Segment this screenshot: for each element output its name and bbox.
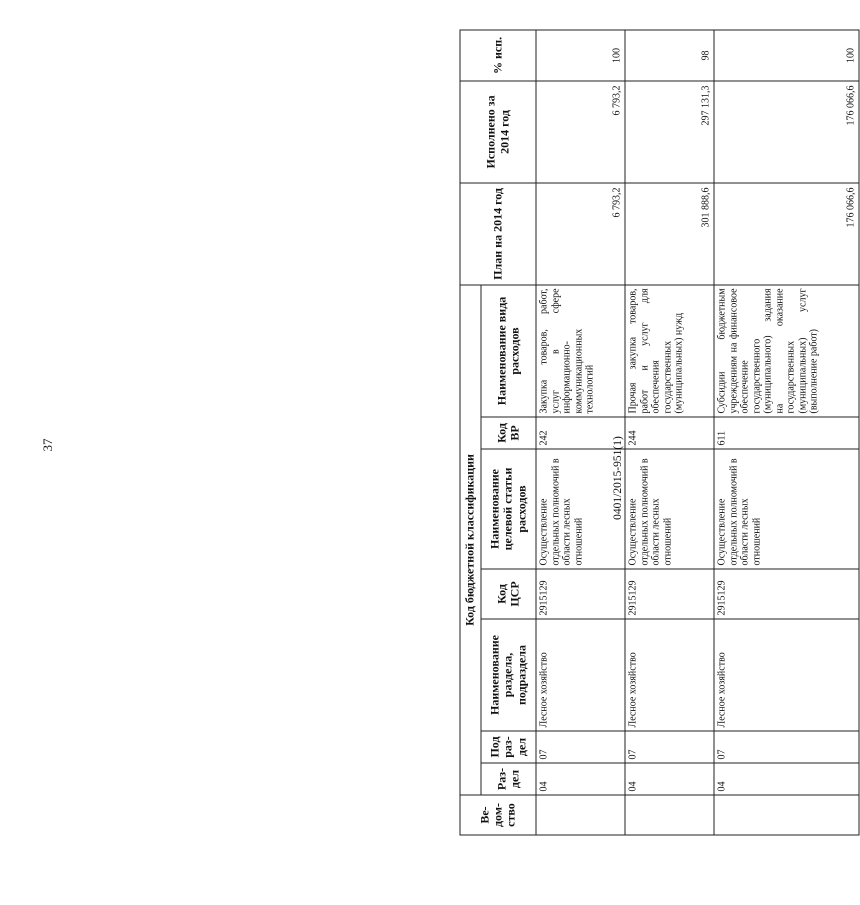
header-csr: Код ЦСР [481, 569, 536, 619]
header-budget-classification: Код бюджетной классификации [460, 285, 481, 795]
header-pct: % исп. [460, 30, 536, 81]
cell-razdel: 04 [625, 763, 714, 795]
table-row [625, 30, 714, 835]
header-csr-name: Наименование целевой статьи расходов [481, 449, 536, 569]
cell-vr-name: Прочая закупка товаров, работ и услуг для обеспечения государственных (муниципальных) нужд [625, 285, 714, 417]
cell-executed: 297 131,3 [625, 81, 714, 183]
header-vr-name: Наименование вида расходов [481, 285, 536, 417]
header-razdel-name: Наименование раздела, подраздела [481, 619, 536, 731]
cell-pct: 98 [625, 30, 714, 81]
cell-csr: 2915129 [625, 569, 714, 619]
cell-vr-name: Закупка товаров, работ, услуг в сфере информационно-коммуникационных технологий [536, 285, 625, 417]
cell-vr: 611 [714, 417, 859, 449]
header-vr: Код ВР [481, 417, 536, 449]
cell-vedomstvo [536, 795, 625, 835]
cell-razdel-name: Лесное хозяйство [714, 619, 859, 731]
cell-vr-name: Субсидии бюджетным учреждениям на финансовое обеспечение государственного (муниципального) задания на оказание государственных (муниципальных) услуг (выполнение работ) [714, 285, 859, 417]
cell-razdel: 04 [536, 763, 625, 795]
page-number: 37 [40, 438, 55, 452]
cell-vedomstvo [625, 795, 714, 835]
cell-plan: 6 793,2 [536, 183, 625, 285]
cell-csr: 2915129 [536, 569, 625, 619]
cell-razdel: 04 [714, 763, 859, 795]
cell-csr: 2915129 [714, 569, 859, 619]
header-plan: План на 2014 год [460, 183, 536, 285]
header-executed: Исполнено за 2014 год [460, 81, 536, 183]
cell-podrazdel: 07 [536, 731, 625, 763]
header-podrazdel: Под раз-дел [481, 731, 536, 763]
budget-table-rotated [460, 31, 856, 836]
cell-vr: 244 [625, 417, 714, 449]
budget-table [460, 29, 860, 835]
cell-csr-name: Осуществление отдельных полномочий в области лесных отношений [714, 449, 859, 569]
header-razdel: Раз-дел [481, 763, 536, 795]
cell-vedomstvo [714, 795, 859, 835]
cell-pct: 100 [536, 30, 625, 81]
cell-executed: 176 066,6 [714, 81, 859, 183]
cell-plan: 176 066,6 [714, 183, 859, 285]
cell-pct: 100 [714, 30, 859, 81]
cell-csr-name: Осуществление отдельных полномочий в области лесных отношений [625, 449, 714, 569]
cell-vr: 242 [536, 417, 625, 449]
header-vedomstvo: Ве-дом-ство [460, 795, 536, 835]
cell-razdel-name: Лесное хозяйство [536, 619, 625, 731]
cell-executed: 6 793,2 [536, 81, 625, 183]
cell-csr-name: Осуществление отдельных полномочий в области лесных отношений [536, 449, 625, 569]
document-code: 0401/2015-951(1) [612, 436, 624, 520]
cell-podrazdel: 07 [714, 731, 859, 763]
cell-podrazdel: 07 [625, 731, 714, 763]
table-row [714, 30, 859, 835]
cell-plan: 301 888,6 [625, 183, 714, 285]
cell-razdel-name: Лесное хозяйство [625, 619, 714, 731]
